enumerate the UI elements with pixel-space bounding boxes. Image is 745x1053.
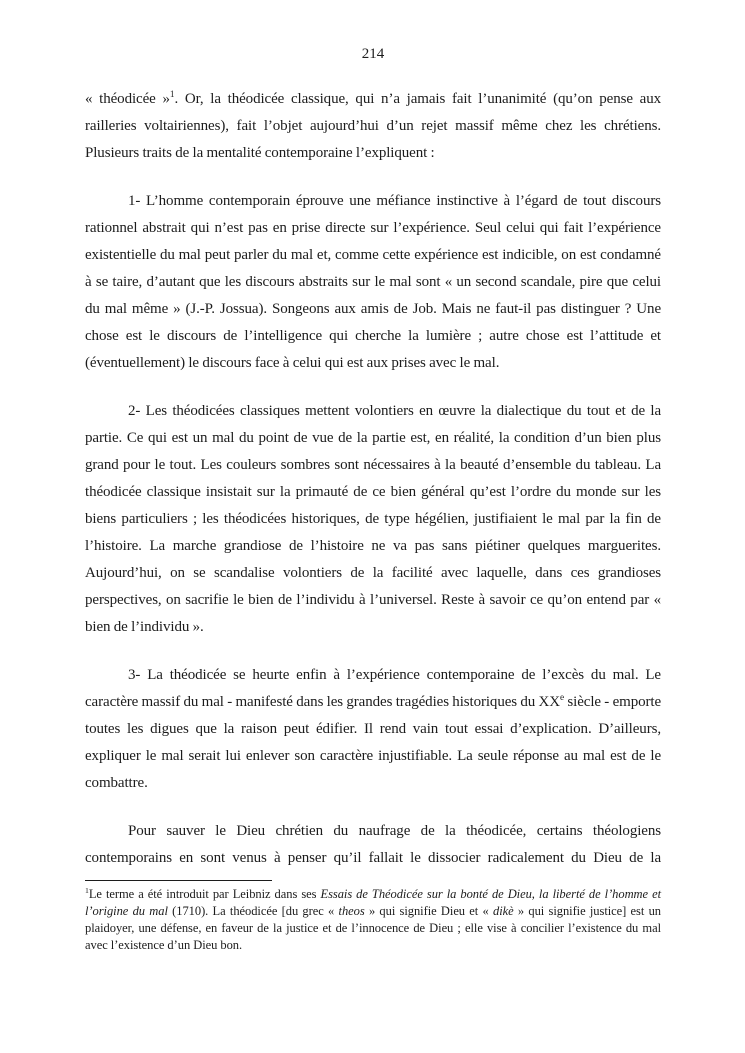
- footnote-text: $^1$Le terme a été introduit par Leibniz dans ses Essais de Théodicée sur la bonté de Dieu, la liberté de l’homme et l’origine du mal (1710). La théodicée [du grec « theos » qui signifie Dieu et « dikè » qui signifie justice] est un plaidoyer, une défense, en faveur de la justice et de l’innocence de Dieu ; elle vise à concilier l’existence du mal avec l’existence d’un Dieu bon.: [85, 885, 661, 952]
- paragraph-point-2: 2- Les théodicées classiques mettent volontiers en œuvre la dialectique du tout et de la partie. Ce qui est un mal du point de vue de la partie est, en réalité, la condition d’un bien plus grand pour le tout. Les couleurs sombres sont nécessaires à la beauté d’ensemble du tableau. La théodicée classique insistait sur la primauté de ce bien général qu’est l’ordre du monde sur les biens particuliers ; les théodicées historiques, de type hégélien, justifiaient le mal par la fin de l’histoire. La marche grandiose de l’histoire ne va pas sans piétiner quelques marguerites. Aujourd’hui, on se scandalise volontiers de la facilité avec laquelle, dans ces grandioses perspectives, on sacrifie le bien de l’individu à l’universel. Reste à savoir ce qu’on entend par « bien de l’individu ».: [85, 403, 661, 635]
- page-body: [85, 86, 661, 872]
- paragraph-intro: « théodicée »$^1$. Or, la théodicée classique, qui n’a jamais fait l’unanimité (qu’on pense aux railleries voltairiennes), fait l’objet aujourd’hui d’un rejet massif même chez les chrétiens. Plusieurs traits de la mentalité contemporaine l’expliquent :: [85, 90, 661, 161]
- page-number: 214: [361, 46, 385, 62]
- footnote-area: [85, 880, 661, 954]
- footnote-separator: [85, 880, 272, 881]
- paragraph-conclusion: Pour sauver le Dieu chrétien du naufrage de la théodicée, certains théologiens contemporains en sont venus à penser qu’il fallait le dissocier radicalement du Dieu de la: [85, 823, 661, 866]
- paragraph-point-1: 1- L’homme contemporain éprouve une méfiance instinctive à l’égard de tout discours rationnel abstrait qui n’est pas en prise directe sur l’expérience. Seul celui qui fait l’expérience existentielle du mal peut parler du mal et, comme cette expérience est indicible, on est condamné à se taire, d’autant que les discours abstraits sur le mal sont « un second scandale, pire que celui du mal même » (J.-P. Jossua). Songeons aux amis de Job. Mais ne faut-il pas distinguer ? Une chose est le discours de l’intelligence qui cherche la lumière ; autre chose est l’attitude et (éventuellement) le discours face à celui qui est aux prises avec le mal.: [85, 193, 661, 371]
- paragraph-point-3: 3- La théodicée se heurte enfin à l’expérience contemporaine de l’excès du mal. Le caractère massif du mal - manifesté dans les grandes tragédies historiques du XXe siècle - emporte toutes les digues que la raison peut édifier. Il rend vain tout essai d’explication. D’ailleurs, expliquer le mal serait lui enlever son caractère injustifiable. La seule réponse au mal est de le combattre.: [85, 667, 662, 791]
